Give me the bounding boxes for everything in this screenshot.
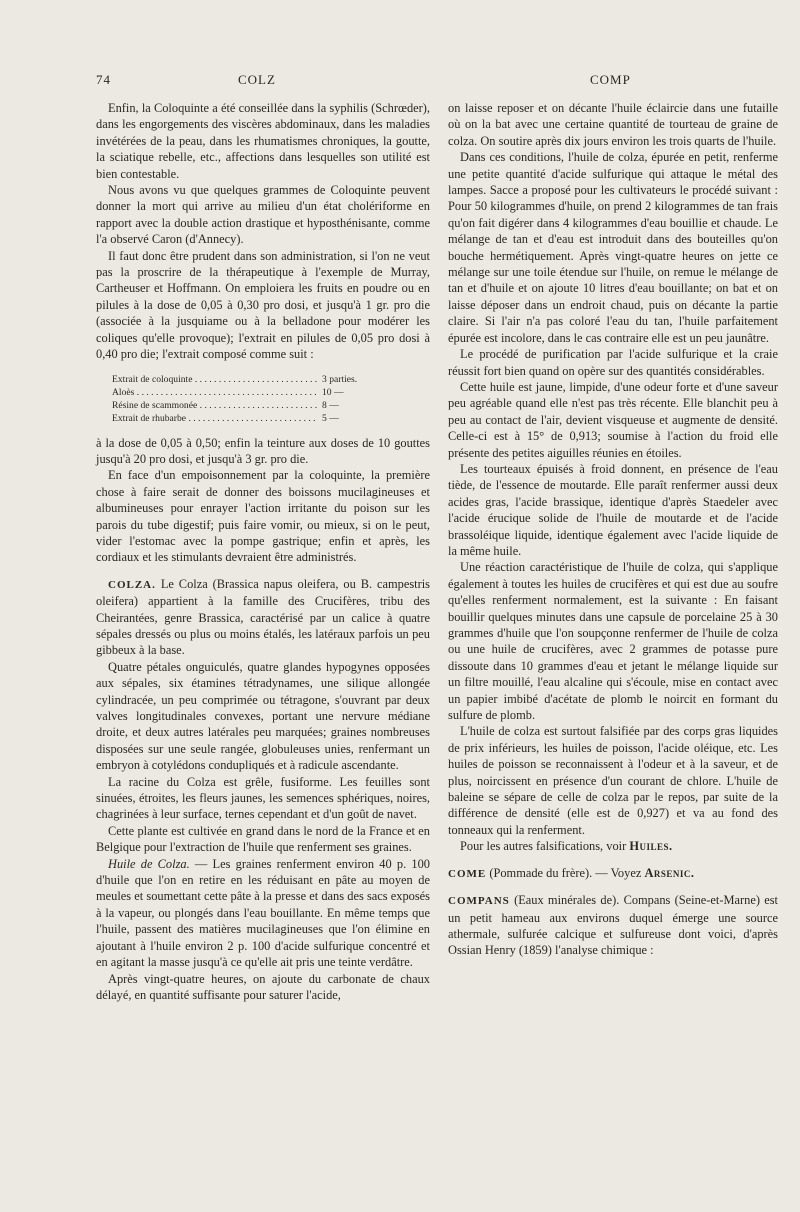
paragraph: Enfin, la Coloquinte a été conseillée dans la syphilis (Schrœder), dans les engorgements des viscères abdominaux, dans les maladies invétérées de la peau, dans les rhumatismes chroniques, la goutte, la sciatique rebelle, etc., affections dans lesquelles son utilité est bien contestable. — [96, 101, 430, 181]
running-header — [0, 72, 800, 92]
recipe-quantity: 3 parties. — [322, 373, 358, 385]
cross-reference-arsenic: Arsenic. — [644, 865, 695, 880]
recipe-ingredient: Extrait de coloquinte . . . — [112, 373, 318, 386]
paragraph: L'huile de colza est surtout falsifiée par des corps gras liquides de prix inférieurs, les huiles de poisson, l'acide oléique, etc. Les huiles de poisson se reconnaissent à l'odeur et à la saveur, et de plus, noircissent en présence d'un courant de chlore. L'huile de baleine se sépare de celle de colza par le repos, par suite de la différence de densité (elle est de 0,927) et va au fond des tonneaux qui la renferment. — [448, 724, 778, 837]
paragraph: Dans ces conditions, l'huile de colza, épurée en petit, renferme une petite quantité d'acide sulfurique qui attaque le métal des lampes. Sacce a proposé pour les cultivateurs le procédé suivant : Pour 50 kilogrammes d'huile, on prend 2 kilogrammes de tan frais qu'on fait digérer dans 4 kilogrammes d'eau bouillie et chaude. Le mélange de tan et d'eau est introduit dans des bouteilles qu'on bouche hermétiquement. Après vingt-quatre heures on jette ce mélange sur une toile étendue sur l'huile, on remue le mélange de tan et d'huile et on ajoute 10 litres d'eau bouillante; on bat et on laisse déposer dans un endroit chaud, puis on décante la partie claire. Si l'air n'a pas coloré l'eau du tan, l'huile parfaitement épurée est incolore, dans le cas contraire elle est un peu jaunâtre. — [448, 150, 778, 345]
paragraph: Il faut donc être prudent dans son administration, si l'on ne veut pas la proscrire de la thérapeutique à l'exemple de Murray, Cartheuser et Hoffmann. On emploiera les fruits en poudre ou en pilules à la dose de 0,05 à 0,30 pro dosi, et jusqu'à 1 gr. pro die (associée à la jusquiame ou à la belladone pour modérer les coliques qu'elle provoque); l'extrait en pilules de 0,05 pro dosi à 0,40 pro die; l'extrait composé comme suit : — [96, 248, 430, 362]
right-column — [448, 100, 778, 959]
recipe-quantity: 5 — — [322, 412, 339, 424]
paragraph: Cette plante est cultivée en grand dans le nord de la France et en Belgique pour l'extraction de l'huile que renferment ses graines. — [96, 823, 430, 855]
paragraph: Le procédé de purification par l'acide sulfurique et la craie réussit fort bien quand on opère sur des quantités considérables. — [448, 347, 778, 378]
paragraph-text: Pour les autres falsifications, voir — [460, 839, 627, 854]
right-running-title: COMP — [590, 72, 631, 87]
paragraph: à la dose de 0,05 à 0,50; enfin la teinture aux doses de 10 gouttes jusqu'à 20 pro dosi, et jusqu'à 3 gr. pro die. — [96, 435, 430, 466]
subheading-huile-de-colza: Huile de Colza. — [108, 856, 190, 871]
entry-text: Le Colza (Brassica napus oleifera, ou B. campestris oleifera) appartient à la famille des Crucifères, tribu des Cheirantées, genre Brassica, caractérisé par un calice à quatre sépales dressés ou plus ou moins étalés, les latéraux parfois un peu gibbeux à la base. — [96, 576, 430, 658]
recipe-row — [112, 386, 368, 399]
paragraph: Cette huile est jaune, limpide, d'une odeur forte et d'une saveur peu agréable quand elle n'est pas très récente. Elle blanchit peu à peu au contact de l'air, devient visqueuse et augmente de densité. Celle-ci est à 15° de 0,913; soumise à l'action du froid elle présente des petites aiguilles réunies en étoiles. — [448, 379, 778, 460]
left-column — [96, 100, 430, 1003]
paragraph — [96, 856, 430, 971]
recipe-table — [112, 373, 368, 425]
page-number: 74 — [96, 72, 111, 87]
paragraph: Une réaction caractéristique de l'huile de colza, qui s'applique également à toutes les huiles de crucifères et qui est due au soufre qu'elles renferment normalement, est la suivante : En faisant bouillir quelques minutes dans une capsule de porcelaine 25 à 30 grammes d'huile que l'on soupçonne renfermer de l'huile de colza ou une huile de crucifères, avec 2 grammes de potasse pure dissoute dans 10 grammes d'eau et jetant le mélange liquide sur un filtre mouillé, l'eau alcaline qui s'écoule, mise en contact avec un papier imbibé d'acétate de plomb le noircit en formant du sulfure de plomb. — [448, 560, 778, 723]
come-entry-paragraph — [448, 865, 778, 882]
entry-text: (Eaux minérales de). Compans (Seine-et-Marne) est un petit hameau aux environs duquel émerge une source athermale, sulfurée calcique et sulfureuse dont voici, d'après Ossian Henry (1859) l'analyse chimique : — [448, 893, 778, 958]
paragraph: Les tourteaux épuisés à froid donnent, en présence de l'eau tiède, de l'essence de moutarde. Elle paraît renfermer aussi deux acides gras, l'acide brassique, identique d'après Staedeler avec l'acide érucique solide de l'huile de moutarde et de l'acide brassoléique liquide, identique également avec l'acide liquide de la même huile. — [448, 461, 778, 558]
paragraph-text: — Les graines renferment environ 40 p. 100 d'huile que l'on en retire en les réduisant en pâte au moyen de meules et soumettant cette pâte à la presse et dans des sacs exposés à la vapeur, ou plongés dans l'eau bouillante. En même temps que l'huile, passent des matières mucilagineuses que l'on élimine en ajoutant à l'huile environ 2 p. 100 d'acide sulfurique concentré et en agitant la masse jusqu'à ce qu'elle ait pris une teinte verdâtre. — [96, 856, 430, 970]
left-running-title: COLZ — [238, 72, 276, 87]
recipe-row — [112, 373, 368, 386]
paragraph — [448, 838, 778, 854]
recipe-row — [112, 412, 368, 425]
entry-heading-compans: COMPANS — [448, 895, 510, 908]
paragraph: Après vingt-quatre heures, on ajoute du carbonate de chaux délayé, en quantité suffisante pour saturer l'acide, — [96, 971, 430, 1002]
entry-text: (Pommade du frère). — Voyez — [489, 865, 642, 880]
recipe-ingredient: Résine de scammonée . . . — [112, 399, 318, 412]
paragraph: En face d'un empoisonnement par la coloquinte, la première chose à faire serait de donner des boissons mucilagineuses et albumineuses pour enrayer l'action irritante du poison sur les parois du tube digestif; puis faire vomir, ou mieux, si on le peut, vider l'estomac avec la pompe gastrique; enfin et après, les cordiaux et les stimulants devraient être administrés. — [96, 468, 430, 565]
paragraph: Quatre pétales onguiculés, quatre glandes hypogynes opposées aux sépales, six étamines tétradynames, une silique allongée cylindracée, un peu comprimée ou tétragone, s'ouvrant par deux valves longitudinales convexes, portant une nervure médiane droite, et deux autres latérales peu marquées; graines nombreuses disposées sur une seule rangée, globuleuses unies, renfermant un embryon à cotylédons condupliqués et à radicule ascendante. — [96, 659, 430, 773]
entry-heading-come: COME — [448, 867, 487, 880]
recipe-ingredient: Extrait de rhubarbe . . . — [112, 412, 318, 425]
paragraph: Nous avons vu que quelques grammes de Coloquinte peuvent donner la mort qui arrive au milieu d'un état cholériforme en rapport avec la double action drastique et hyposthénisante, comme l'a observé Caron (d'Annecy). — [96, 183, 430, 247]
colza-entry-paragraph — [96, 576, 430, 659]
recipe-quantity: 10 — — [322, 386, 344, 398]
recipe-ingredient: Aloès . . . — [112, 386, 318, 399]
paragraph: on laisse reposer et on décante l'huile éclaircie dans une futaille où on la bat avec une certaine quantité de tourteau de graine de colza. On soutire après dix jours environ les trois quarts de l'huile. — [448, 101, 778, 148]
entry-heading-colza: COLZA. — [108, 578, 156, 591]
paragraph: La racine du Colza est grêle, fusiforme. Les feuilles sont sinuées, étroites, les fleurs jaunes, les semences sphériques, noires, chagrinées à leur surface, ternes cependant et d'un goût de navet. — [96, 774, 430, 822]
cross-reference-huiles: Huiles. — [629, 839, 673, 854]
recipe-quantity: 8 — — [322, 399, 339, 411]
recipe-row — [112, 399, 368, 412]
compans-entry-paragraph — [448, 892, 778, 959]
